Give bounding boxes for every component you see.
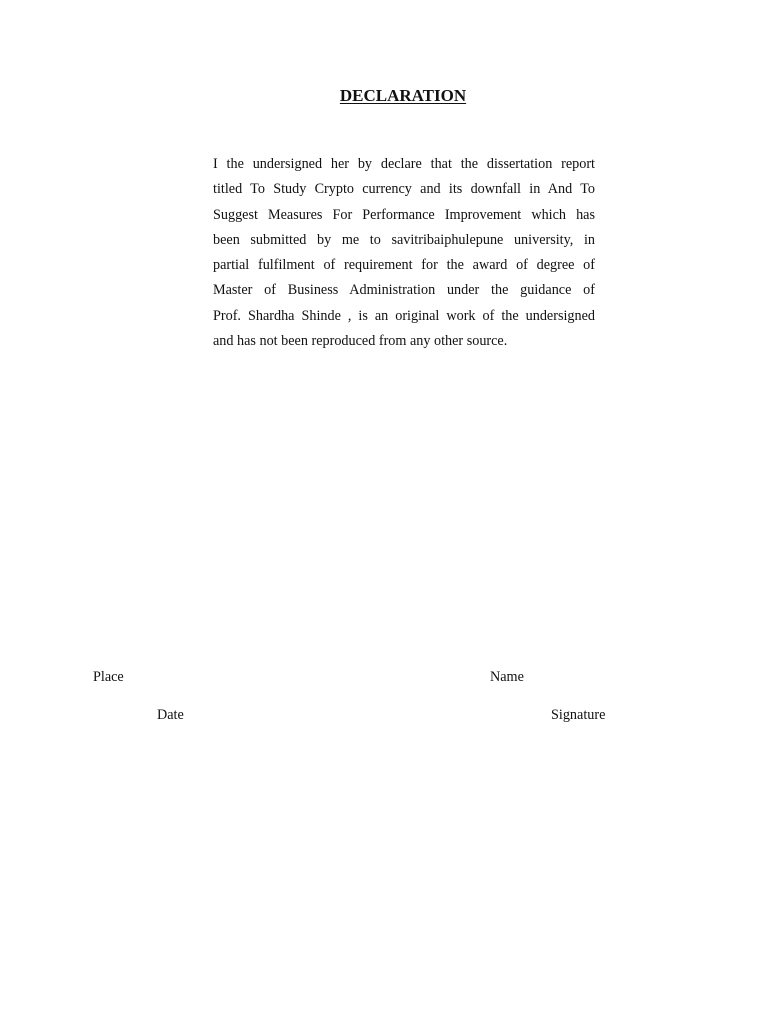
paragraph-line: partial fulfilment of requirement for the award of degree of xyxy=(213,257,595,274)
paragraph-line: I the undersigned her by declare that the dissertation report xyxy=(213,156,595,172)
name-label: Name xyxy=(490,669,524,685)
paragraph-line: Master of Business Administration under the guidance of xyxy=(213,282,595,299)
page-title: DECLARATION xyxy=(339,86,467,105)
paragraph-line: titled To Study Crypto currency and its downfall in And To xyxy=(213,181,595,198)
declaration-paragraph xyxy=(213,152,595,354)
paragraph-line: Prof. Shardha Shinde , is an original work of the undersigned xyxy=(213,307,595,324)
paragraph-line: Suggest Measures For Performance Improvement which has xyxy=(213,206,595,223)
place-label: Place xyxy=(93,669,124,685)
date-label: Date xyxy=(157,707,184,723)
paragraph-line: been submitted by me to savitribaiphulepune university, in xyxy=(213,231,595,248)
paragraph-line: and has not been reproduced from any other source. xyxy=(213,333,508,350)
signature-label: Signature xyxy=(551,707,606,723)
